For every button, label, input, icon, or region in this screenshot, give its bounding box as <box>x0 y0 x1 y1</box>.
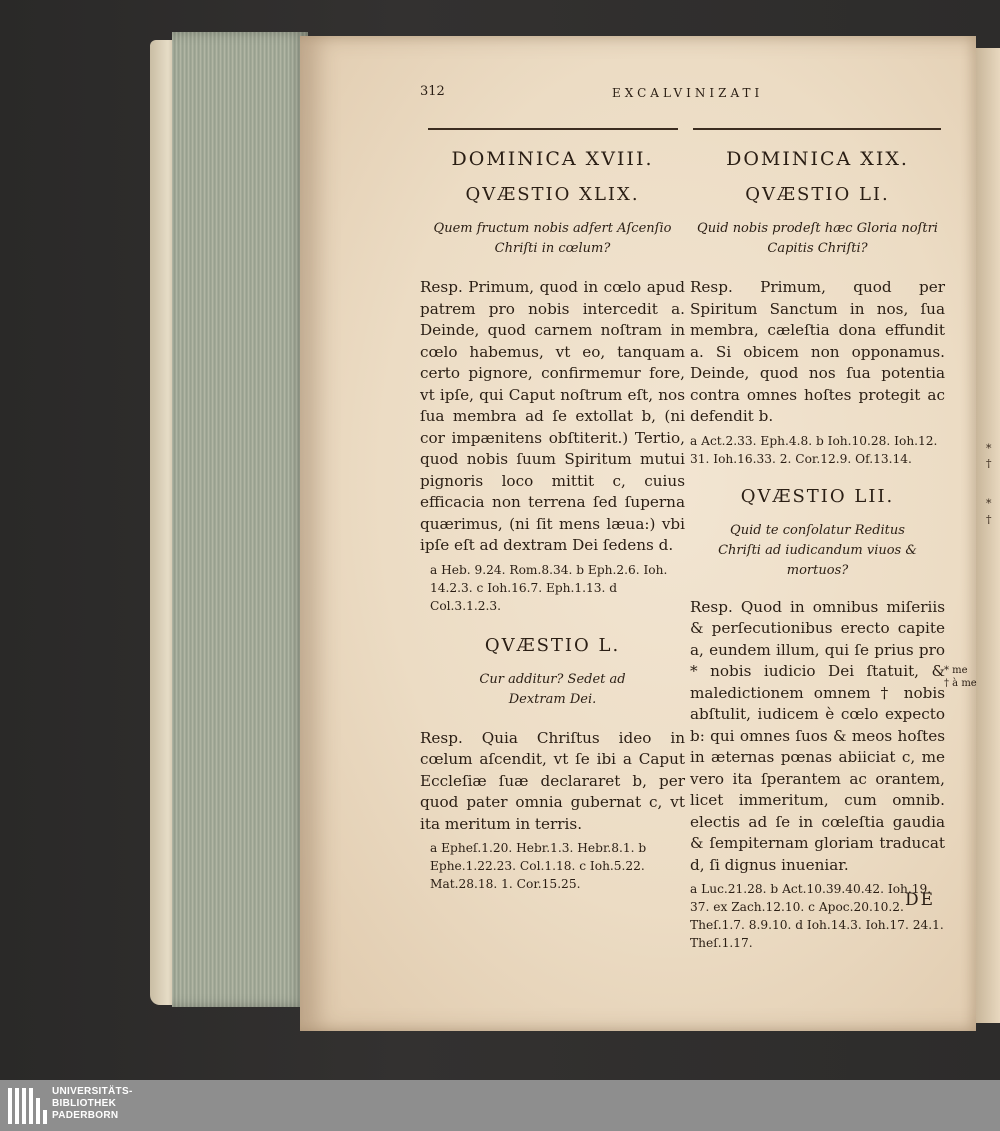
margin-note-line: * me <box>944 665 968 676</box>
question-text: Cur additur? Sedet ad Dextram Dei. <box>479 671 626 707</box>
question-text: Quid nobis prodeſt hæc Gloria noſtri Capitis Chriſti? <box>697 221 938 256</box>
question-number: QVÆSTIO XLIX. <box>465 184 640 205</box>
library-footer <box>0 1080 1000 1131</box>
left-column-rule <box>428 128 678 130</box>
margin-note <box>944 664 977 690</box>
next-page-mark: † <box>986 457 992 470</box>
left-column <box>420 140 685 893</box>
dominica-heading: DOMINICA XIX. <box>726 148 909 170</box>
question-number: QVÆSTIO LII. <box>740 485 895 507</box>
next-page-mark: * <box>986 497 992 510</box>
question-text: Quid te conſolatur Reditus Chriſti ad iudicandum viuos & mortuos? <box>718 522 917 578</box>
next-page-mark: † <box>986 513 992 526</box>
dominica-heading: DOMINICA XVIII. <box>451 148 654 170</box>
library-name <box>52 1086 133 1122</box>
page-number: 312 <box>420 84 445 99</box>
right-column <box>690 140 945 952</box>
library-name-line: UNIVERSITÄTS- <box>52 1086 133 1097</box>
margin-note-line: † à me <box>944 678 977 689</box>
next-page-edge <box>976 48 1000 1023</box>
library-logo-icon <box>8 1088 46 1124</box>
running-title: EXCALVINIZATI <box>612 86 764 100</box>
answer-text: Resp. Quod in omnibus miſeriis & perſecutionibus erecto capite a, eundem illum, qui ſe prius pro * nobis iudicio Dei ſtatuit, & maledictionem omnem † nobis abſtulit, iudicem è cœlo expecto b: qui omnes ſuos & meos hoſtes in æternas pœnas abiiciat c, me vero ita ſperantem ac orantem, licet immeritum, cum omnib. electis ad ſe in cœleſtia gaudia & ſempiternam gloriam traducat d, ſi dignus inueniar. <box>690 597 945 874</box>
scripture-references: a Act.2.33. Eph.4.8. b Ioh.10.28. Ioh.12. 31. Ioh.16.33. 2. Cor.12.9. Of.13.14. <box>690 433 938 466</box>
answer-text: Resp. Primum, quod in cœlo apud patrem pro nobis intercedit a. Deinde, quod carnem noſtram in cœlo habemus, vt eo, tanquam certo pignore, confirmemur fore, vt ipſe, qui Caput noſtrum eſt, nos ſua membra ad ſe extollat b, (ni cor impænitens obſtiterit.) Tertio, quod nobis ſuum Spiritum mutui pignoris loco mittit c, cuius efficacia non terrena ſed ſuperna quærimus, (ni ſit mens læua:) vbi ipſe eſt ad dextram Dei ſedens d. <box>420 278 685 554</box>
next-page-mark: * <box>986 442 992 455</box>
catchword: DE <box>905 890 936 910</box>
library-name-line: PADERBORN <box>52 1110 119 1121</box>
question-number: QVÆSTIO LI. <box>745 184 890 205</box>
book-fore-edge <box>172 32 308 1007</box>
question-text: Quem fructum nobis adfert Aſcenſio Chriſti in cœlum? <box>433 221 672 256</box>
answer-text: Resp. Primum, quod per Spiritum Sanctum in nos, ſua membra, cæleſtia dona effundit a. Si obicem non opponamus. Deinde, quod nos ſua potentia contra omnes hoſtes protegit ac defendit b. <box>690 278 945 425</box>
library-name-line: BIBLIOTHEK <box>52 1098 117 1109</box>
scripture-references: a Heb. 9.24. Rom.8.34. b Eph.2.6. Ioh. 14.2.3. c Ioh.16.7. Eph.1.13. d Col.3.1.2.3. <box>430 562 668 613</box>
right-column-rule <box>693 128 941 130</box>
scripture-references: a Luc.21.28. b Act.10.39.40.42. Ioh.19. 37. ex Zach.12.10. c Apoc.20.10.2. Theſ.1.7. 8.9.10. d Ioh.14.3. Ioh.17. 24.1. Theſ.1.17. <box>690 882 944 950</box>
question-number: QVÆSTIO L. <box>484 634 621 656</box>
scripture-references: a Epheſ.1.20. Hebr.1.3. Hebr.8.1. b Ephe.1.22.23. Col.1.18. c Ioh.5.22. Mat.28.18. 1. Cor.15.25. <box>430 841 647 891</box>
answer-text: Resp. Quia Chriſtus ideo in cœlum aſcendit, vt ſe ibi a Caput Eccleſiæ ſuæ declararet b, per quod pater omnia gubernat c, vt ita meritum in terris. <box>420 728 685 833</box>
